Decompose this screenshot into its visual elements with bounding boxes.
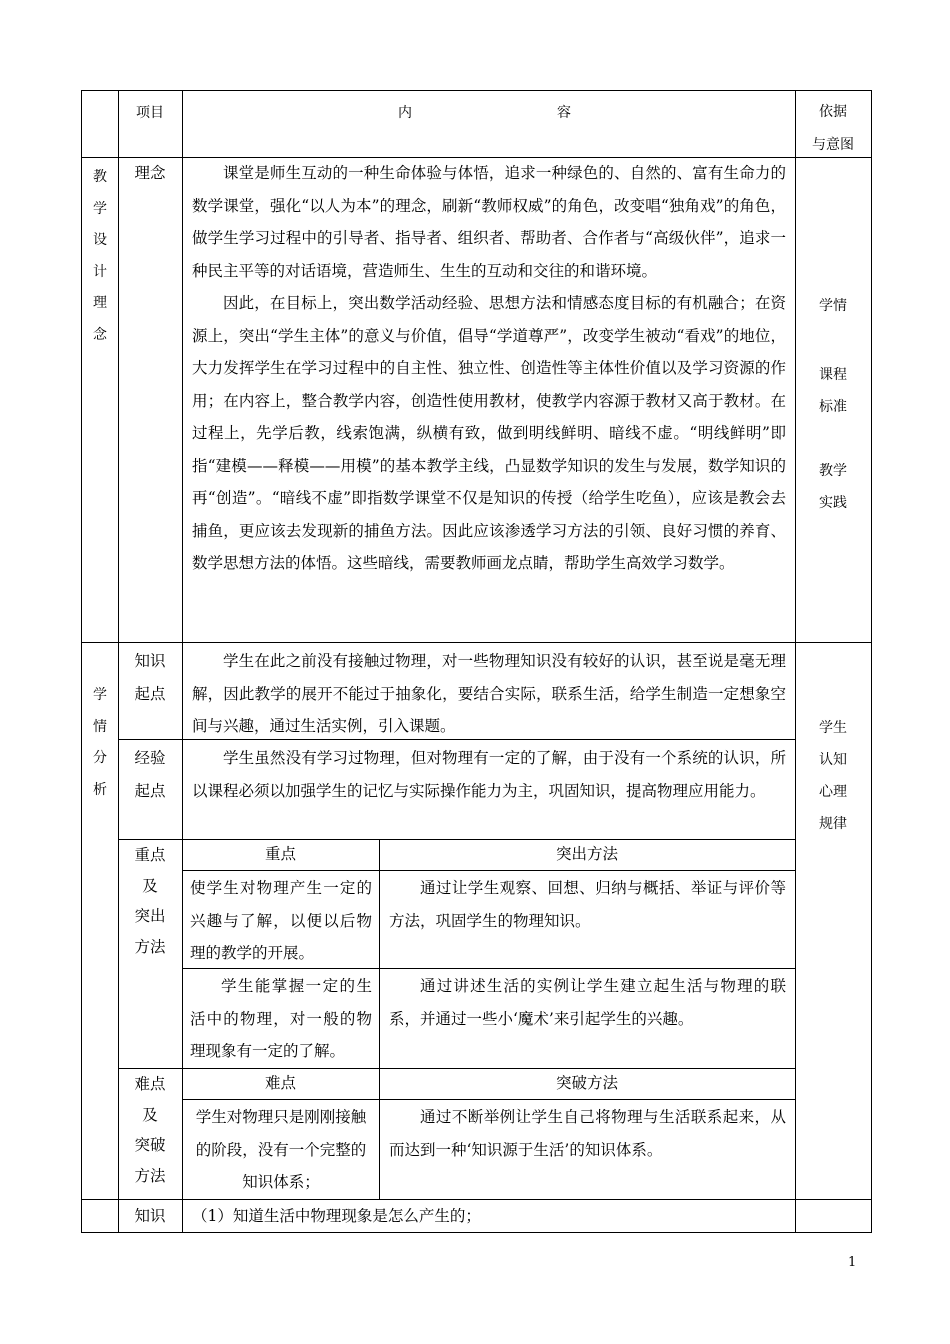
header-content-label-left: 内 [398,105,412,121]
difficulty-col-method-header: 突破方法 [555,1074,618,1092]
section-design-label: 教学设计理念 [93,169,107,343]
key-points-label-1: 重点 [134,846,166,864]
goal-item-label: 知识 [134,1207,166,1225]
header-content-label-right: 容 [557,105,571,121]
design-content [192,157,786,580]
difficulty-label-1: 难点 [134,1075,166,1093]
key-points-label-2: 及 [142,876,158,895]
difficulty-label [118,1069,182,1191]
analysis-basis-2: 认知 [819,752,847,768]
section-analysis-label: 学情分析 [93,687,107,798]
design-basis-2a: 课程 [819,367,847,383]
experience-start-label-b: 起点 [134,781,166,800]
difficulty-label-2: 及 [142,1105,158,1124]
key-row2-point: 学生能掌握一定的生活中的物理，对一般的物理现象有一定的了解。 [190,977,372,1060]
key-points-label-4: 方法 [134,937,166,956]
header-basis-line2: 与意图 [812,137,854,153]
knowledge-start-text: 学生在此之前没有接触过物理，对一些物理知识没有较好的认识，甚至说是毫无理解，因此教学的展开不能过于抽象化，要结合实际，联系生活，给学生制造一定想象空间与兴趣，通过生活实例，引入课题。 [192,652,786,735]
design-basis-3a: 教学 [819,463,847,479]
key-points-label-3: 突出 [134,907,166,925]
key-col-point-header: 重点 [264,845,296,863]
key-points-label [118,840,182,962]
difficulty-label-3: 突破 [134,1136,166,1154]
design-basis-3b: 实践 [819,495,847,511]
design-paragraph-2: 因此，在目标上，突出数学活动经验、思想方法和情感态度目标的有机融合；在资源上，突出“学生主体”的意义与价值，倡导“学道尊严”，改变学生被动“看戏”的地位，大力发挥学生在学习过程中的自主性、独立性、创造性等主体性价值以及学习资源的作用；在内容上，整合教学内容，创造性使用教材，使教学内容源于教材又高于教材。在过程上，先学后教，线索饱满，纵横有致，做到明线鲜明、暗线不虚。“明线鲜明”即指“建模——释模——用模”的基本教学主线，凸显数学知识的发生与发展，数学知识的再“创造”。“暗线不虚”即指数学课堂不仅是知识的传授（给学生吃鱼），应该是教会去捕鱼，更应该去发现新的捕鱼方法。因此应该渗透学习方法的引领、良好习惯的养育、数学思想方法的体悟。这些暗线，需要教师画龙点睛，帮助学生高效学习数学。 [192,294,786,572]
knowledge-start-label [118,645,182,710]
design-basis-3 [795,455,871,519]
design-basis-2 [795,359,871,423]
key-row1-method: 通过让学生观察、回想、归纳与概括、举证与评价等方法，巩固学生的物理知识。 [389,879,786,930]
page-number: 1 [848,1255,857,1270]
analysis-basis [795,712,871,840]
analysis-basis-3: 心理 [819,784,847,800]
knowledge-start-label-a: 知识 [134,652,166,670]
analysis-basis-4: 规律 [819,816,847,832]
key-row2-method: 通过讲述生活的实例让学生建立起生活与物理的联系，并通过一些小‘魔术’来引起学生的兴趣。 [389,977,786,1028]
key-row1-point: 使学生对物理产生一定的兴趣与了解，以便以后物理的教学的开展。 [190,879,372,962]
difficulty-col-point-header: 难点 [264,1074,296,1092]
key-col-method-header: 突出方法 [555,845,618,863]
header-basis-label [795,96,871,162]
analysis-basis-1: 学生 [819,720,847,736]
design-item-label: 理念 [134,164,166,182]
goal-text: （1）知道生活中物理现象是怎么产生的； [192,1207,481,1225]
difficulty-label-4: 方法 [134,1166,166,1185]
design-paragraph-1: 课堂是师生互动的一种生命体验与体悟，追求一种绿色的、自然的、富有生命力的数学课堂，强化“以人为本”的理念，刷新“教师权威”的角色，改变唱“独角戏”的角色，做学生学习过程中的引导者、指导者、组织者、帮助者、合作者与“高级伙伴”，追求一种民主平等的对话语境，营造师生、生生的互动和交往的和谐环境。 [192,164,786,280]
knowledge-start-label-b: 起点 [134,684,166,703]
difficulty-method: 通过不断举例让学生自己将物理与生活联系起来，从而达到一种‘知识源于生活’的知识体系。 [389,1108,786,1159]
experience-start-text: 学生虽然没有学习过物理，但对物理有一定的了解，由于没有一个系统的认识，所以课程必须以加强学生的记忆与实际操作能力为主，巩固知识，提高物理应用能力。 [192,749,786,800]
experience-start-label-a: 经验 [134,749,166,767]
design-basis-1: 学情 [819,298,847,314]
difficulty-point: 学生对物理只是刚刚接触的阶段，没有一个完整的知识体系； [195,1108,367,1191]
design-basis-2b: 标准 [819,399,847,415]
header-basis-line1: 依据 [819,104,847,120]
experience-start-label [118,742,182,807]
header-item-label: 项目 [136,105,164,121]
